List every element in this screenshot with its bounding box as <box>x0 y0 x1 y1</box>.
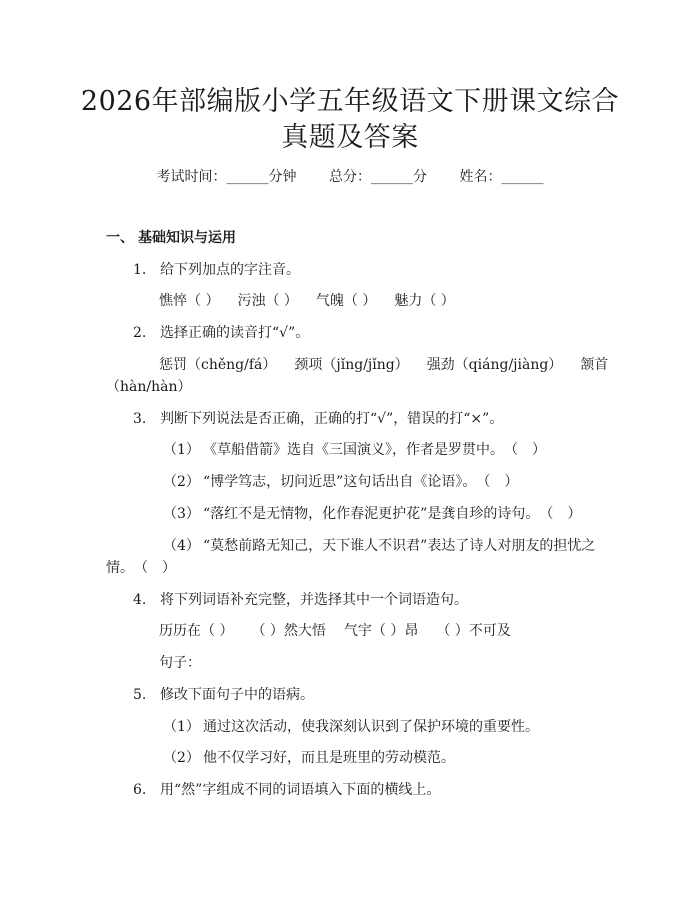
question-4-items <box>159 620 511 642</box>
question-3-sub-3 <box>163 503 581 525</box>
section-heading <box>106 227 236 249</box>
list-item: 强劲（qiáng/jiàng） <box>426 357 563 373</box>
question-2-items <box>159 354 608 376</box>
list-item: 污浊（ ） <box>237 293 298 309</box>
question-3 <box>133 408 503 430</box>
sub-text: 通过这次活动，使我深刻认识到了保护环境的重要性。 <box>203 719 539 735</box>
question-number: 6. <box>133 782 147 798</box>
sub-number: （3） <box>163 506 200 522</box>
page-title-line-2: 真题及答案 <box>281 122 419 153</box>
page-title-line-1: 2026年部编版小学五年级语文下册课文综合 <box>80 86 620 117</box>
question-number: 3. <box>133 411 147 427</box>
question-2 <box>133 322 309 344</box>
sub-number: （2） <box>163 474 200 490</box>
question-5-sub-2 <box>163 747 455 769</box>
exam-meta <box>0 166 700 188</box>
list-item: 历历在（ ） <box>159 623 234 639</box>
question-number: 2. <box>133 325 147 341</box>
sub-text: “落红不是无情物，化作春泥更护花”是龚自珍的诗句。 （ ） <box>203 506 582 522</box>
question-number: 1. <box>133 262 147 278</box>
section-title: 基础知识与运用 <box>138 230 236 246</box>
question-3-sub-1 <box>163 439 546 461</box>
question-3-sub-2 <box>163 471 518 493</box>
question-4-sentence-label: 句子： <box>159 655 201 671</box>
list-item: 憔悴（ ） <box>159 293 220 309</box>
total-score-blank: ______分 <box>371 169 427 185</box>
list-item: 颔首 <box>580 357 609 373</box>
total-score-label: 总分： <box>329 169 371 185</box>
question-text: 将下列词语补充完整，并选择其中一个词语造句。 <box>160 592 468 608</box>
sub-text: 《草船借箭》选自《三国演义》，作者是罗贯中。 （ ） <box>203 442 546 458</box>
question-1-items <box>159 290 455 312</box>
question-text: 给下列加点的字注音。 <box>160 262 300 278</box>
question-text: 选择正确的读音打“√”。 <box>160 325 310 341</box>
sub-text: “博学笃志，切问近思”这句话出自《论语》。 （ ） <box>203 474 519 490</box>
exam-time <box>157 169 297 185</box>
student-name <box>459 169 543 185</box>
list-item: 气宇（ ）昂 <box>343 623 419 639</box>
sub-number: （2） <box>163 750 200 766</box>
list-item: 魅力（ ） <box>394 293 455 309</box>
sub-text: 他不仅学习好，而且是班里的劳动模范。 <box>203 750 455 766</box>
list-item: （ ）不可及 <box>436 623 511 639</box>
student-name-label: 姓名： <box>459 169 502 185</box>
section-number: 一、 <box>106 230 134 246</box>
question-text: 判断下列说法是否正确，正确的打“√”，错误的打“×”。 <box>160 411 504 427</box>
question-text: 修改下面句子中的语病。 <box>160 687 314 703</box>
student-name-blank: ______ <box>501 169 544 185</box>
question-6 <box>133 779 440 801</box>
question-3-sub-4-continuation: 情。 （ ） <box>106 560 176 576</box>
list-item: 颈项（jǐng/jǐng） <box>294 357 409 373</box>
sub-number: （4） <box>163 538 200 554</box>
question-number: 5. <box>133 687 147 703</box>
list-item: （ ）然大悟 <box>251 623 326 639</box>
question-5 <box>133 684 314 706</box>
question-1 <box>133 259 300 281</box>
sub-text: “莫愁前路无知己，天下谁人不识君”表达了诗人对朋友的担忧之 <box>203 538 596 554</box>
question-number: 4. <box>133 592 147 608</box>
question-2-continuation: （hàn/hàn） <box>106 379 192 395</box>
list-item: 气魄（ ） <box>315 293 377 309</box>
exam-time-blank: ______分钟 <box>226 169 297 185</box>
question-3-sub-4 <box>163 535 595 557</box>
total-score <box>329 169 427 185</box>
question-4 <box>133 589 468 611</box>
question-5-sub-1 <box>163 716 539 738</box>
list-item: 惩罚（chěng/fá） <box>159 357 277 373</box>
sub-number: （1） <box>163 442 200 458</box>
question-text: 用“然”字组成不同的词语填入下面的横线上。 <box>160 782 441 798</box>
sub-number: （1） <box>163 719 200 735</box>
exam-time-label: 考试时间： <box>156 169 227 185</box>
